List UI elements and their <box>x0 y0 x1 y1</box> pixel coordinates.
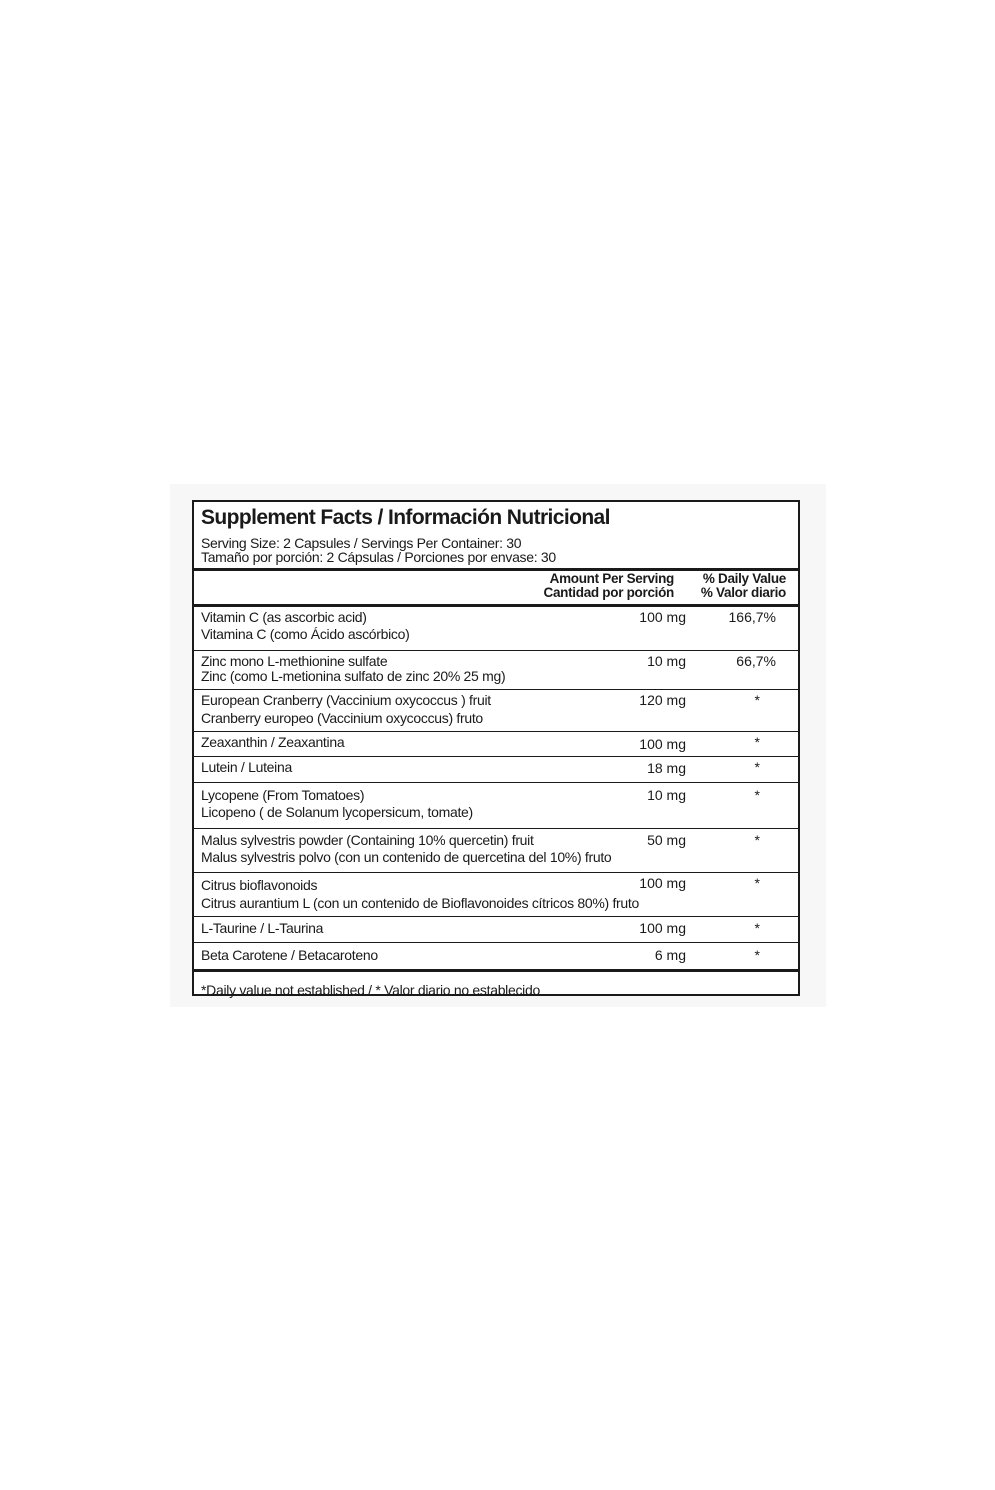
supplement-facts-panel: Supplement Facts / Información Nutricional Serving Size: 2 Capsules / Servings Per Container: 30 Tamaño por porción: 2 Cápsulas / Porciones por envase: 30 Amount Per Serving Cantidad por porción % Daily Value % Valor diario Vitamin C (as ascorbic acid) Vitamina C (como Ácido ascórbico) 100 mg 166,7% Zinc mono L-methionine sulfate Zinc (como L-metionina sulfato de zinc 20% 25 mg) 10 mg 66,7% European Cranberry (Vaccinium oxycoccus ) fruit Cranberry europeo (Vaccinium oxycoccus) fruto 120 mg * Zeaxanthin / Zeaxantina 100 mg * Lutein / Luteina 18 mg * Lycopene (From Tomatoes) Licopeno ( de Solanum lycopersicum, tomate) 10 mg * Malus sylvestris powder (Containing 10% quercetin) fruit Malus sylvestris polvo (con un contenido de quercetina del 10%) fruto 50 mg * Citrus bioflavonoids Citrus aurantium L (con un contenido de Bioflavonoides cítricos 80%) fruto 100 mg * L-Taurine / L-Taurina 100 mg * Beta Carotene / Betacaroteno 6 mg * *Daily value not established / * Valor diario no establecido <box>192 500 800 996</box>
row-divider <box>194 731 798 732</box>
panel-title: Supplement Facts / Información Nutricional <box>201 506 610 529</box>
row-divider <box>194 756 798 757</box>
label-card <box>170 484 826 1007</box>
serving-info-en: Serving Size: 2 Capsules / Servings Per Container: 30 <box>201 535 522 551</box>
row-divider <box>194 782 798 783</box>
amount-header: Amount Per Serving Cantidad por porción <box>543 571 674 600</box>
row-divider <box>194 916 798 917</box>
serving-info-es: Tamaño por porción: 2 Cápsulas / Porciones por envase: 30 <box>201 549 556 565</box>
divider-thick <box>194 969 798 972</box>
row-divider <box>194 828 798 829</box>
row-divider <box>194 689 798 690</box>
row-divider <box>194 650 798 651</box>
row-divider <box>194 942 798 943</box>
row-divider <box>194 872 798 873</box>
footnote: *Daily value not established / * Valor diario no establecido <box>201 982 540 998</box>
daily-value-header: % Daily Value % Valor diario <box>700 571 786 600</box>
divider-thick <box>194 604 798 607</box>
